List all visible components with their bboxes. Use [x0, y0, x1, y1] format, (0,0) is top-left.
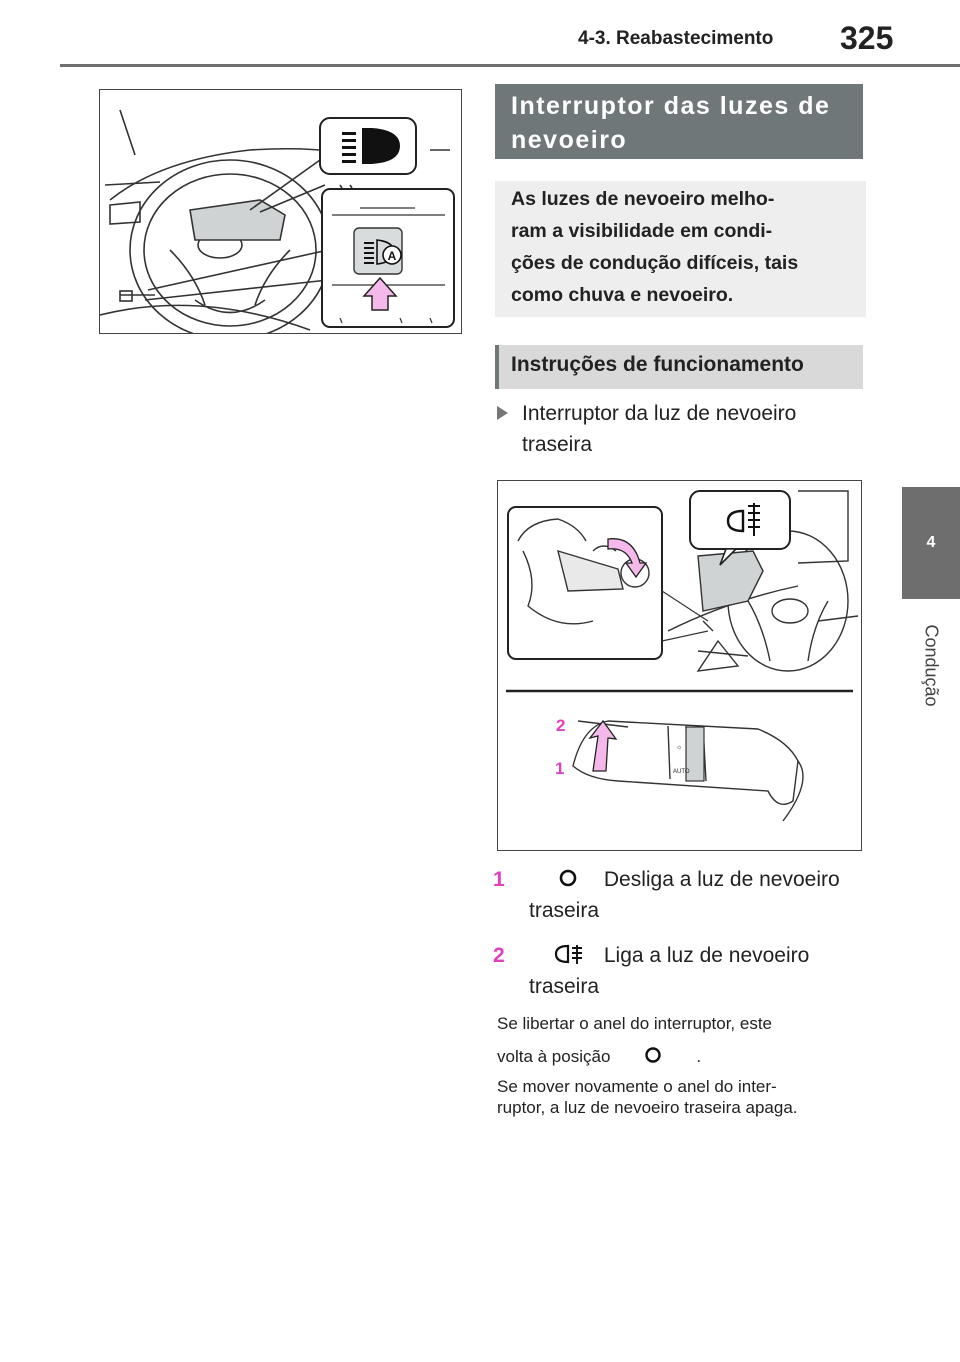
page-number: 325 — [840, 20, 894, 56]
note-line: volta à posição — [497, 1047, 611, 1066]
intro-line: como chuva e nevoeiro. — [511, 284, 734, 306]
off-position-icon — [548, 867, 598, 889]
chapter-number: 4 — [926, 534, 936, 551]
step-text-cont: traseira — [529, 899, 600, 922]
chapter-tab[interactable] — [902, 487, 960, 599]
chapter-label: Condução — [921, 623, 942, 707]
section-title: 4-3. Reabastecimento — [578, 28, 774, 49]
bullet-triangle-icon — [497, 406, 508, 420]
intro-box — [495, 181, 866, 317]
section-heading: Interruptor das luzes de nevoeiro — [495, 84, 863, 159]
fog-switch-illustration — [497, 480, 862, 851]
step-1 — [493, 864, 863, 926]
rear-fog-light-icon — [548, 943, 598, 965]
chapter-label-wrap — [901, 610, 960, 720]
step-text: Liga a luz de nevoeiro — [603, 944, 810, 967]
intro-line: ções de condução difíceis, tais — [511, 252, 799, 274]
step-number: 1 — [493, 868, 505, 891]
callout-1: 1 — [555, 759, 565, 778]
bullet-item — [497, 398, 857, 460]
note-period: . — [696, 1047, 702, 1066]
callout-2: 2 — [556, 716, 566, 735]
note-line: Se libertar o anel do interruptor, este — [497, 1014, 772, 1033]
auto-label: AUTO — [673, 769, 690, 775]
dashboard-illustration — [99, 89, 462, 334]
svg-text:☼: ☼ — [676, 744, 683, 751]
step-text: Desliga a luz de nevoeiro — [603, 868, 840, 891]
step-2 — [493, 940, 863, 1002]
release-note — [497, 1013, 862, 1067]
note-line: ruptor, a luz de nevoeiro traseira apaga. — [497, 1098, 798, 1117]
sub-heading: Instruções de funcionamento — [495, 345, 863, 389]
intro-line: ram a visibilidade em condi- — [511, 220, 773, 242]
note-line: Se mover novamente o anel do inter- — [497, 1077, 777, 1096]
step-text-cont: traseira — [529, 975, 600, 998]
bullet-line: traseira — [522, 433, 593, 456]
step-number: 2 — [493, 944, 505, 967]
header-divider — [60, 64, 960, 67]
intro-line: As luzes de nevoeiro melho- — [511, 188, 775, 210]
bullet-line: Interruptor da luz de nevoeiro — [522, 402, 797, 425]
off-position-icon — [634, 1045, 672, 1065]
move-note — [497, 1076, 862, 1118]
auto-badge-label: A — [387, 249, 397, 263]
